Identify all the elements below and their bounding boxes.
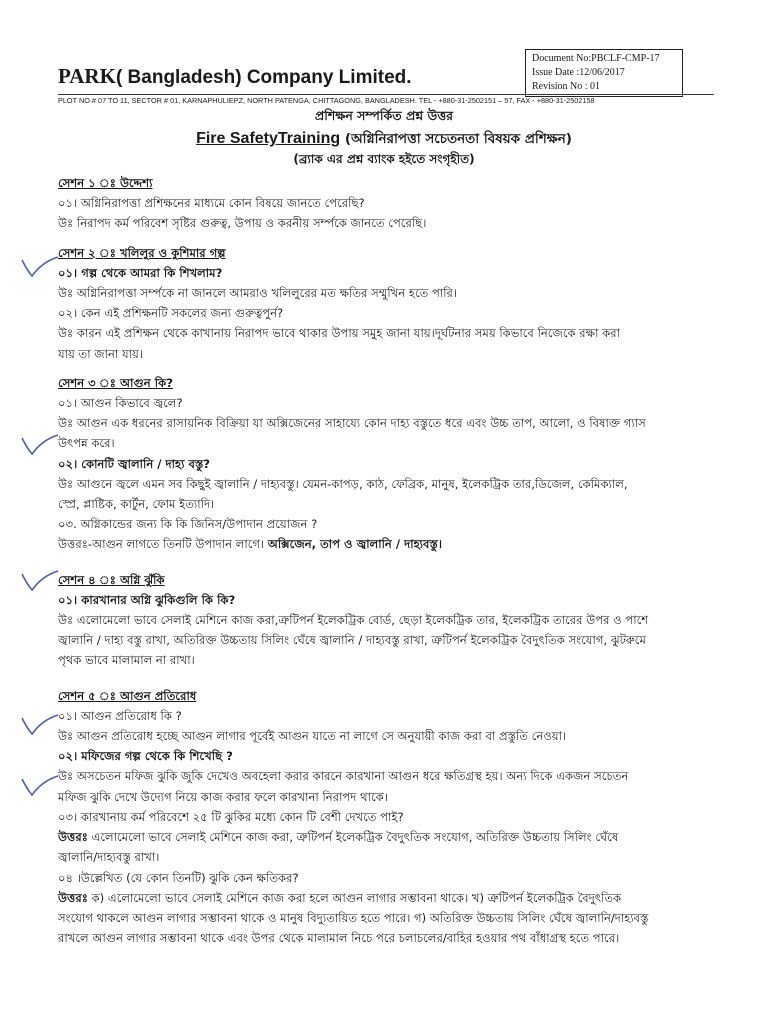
session-4-heading: সেশন ৪ ঃ অগ্নি ঝুঁকি [58,572,165,587]
session-5-question-2: ০২। মফিজের গল্প থেকে কি শিখেছি ? [58,749,233,764]
session-2-heading: সেশন ২ ঃ খলিলুর ও কুশিমার গল্প [58,245,226,260]
session-5-question-1: ০১। আগুন প্রতিরোধ কি ? [58,708,182,723]
subtitle-bangla: (অগ্নিনিরাপত্তা সচেতনতা বিষয়ক প্রশিক্ষন) [340,131,572,147]
session-3-answer-2-line-2: স্প্রে, প্লাষ্টিক, কার্টুন, ফোম ইত্যাদি। [58,497,215,512]
session-5-answer-2-line-1: উঃ অসচেতন মফিজ ঝুকি জুকি দেখেও অবহেলা করার কারনে কারখানা আগুন ধরে ক্ষতিগ্রস্থ হয়। অন্য দিকে একজন সচেতন [58,769,629,784]
subtitle-english: Fire SafetyTraining [196,130,341,147]
session-3-answer-3-prefix: উত্তরঃ-আগুন লাগতে তিনটি উপাদান লাগে। [58,537,268,552]
session-5-answer-2-line-2: মফিজ ঝুকি দেখে উদ্যেগ নিয়ে কাজ করার ফলে কারখানা নিরাপদ থাকে। [58,789,388,804]
qa-content [58,173,738,948]
session-5-answer-4-text: ক) এলোমেলো ভাবে সেলাই মেশিনে কাজ করা হলে আগুন লাগার সম্ভাবনা থাকে। খ) ত্রুটিপর্ন ইলেকট্রিক বৈদুৎতিক [87,890,622,905]
session-4-answer-1-line-3: পৃথক ভাবে মালামাল না রাখা। [58,653,195,668]
session-2-answer-1: উঃ অগ্নিনিরাপত্তা সর্ম্পকে না জানলে আমরাও খলিলুরের মত ক্ষতির সম্মুখিন হতে পারি। [58,286,458,301]
session-3-answer-1-line-2: উৎপন্ন করে। [58,436,115,451]
pen-check-mark-2 [18,432,60,458]
session-5-answer-1: উঃ আগুন প্রতিরোধ হচ্ছে আগুন লাগার পূর্বেই আগুন যাতে না লাগে সে অনুযায়ী কাজ করা বা প্রস্তুতি নেওয়া। [58,729,567,744]
company-name-rest: ( Bangladesh) Company Limited. [115,67,412,88]
session-5-answer-3-prefix: উত্তরঃ [58,830,88,845]
session-1-heading: সেশন ১ ঃ উদ্দেশ্য [58,176,153,190]
pen-check-mark-3 [18,568,60,594]
session-4-answer-1-line-1: উঃ এলোমেলো ভাবে সেলাই মেশিনে কাজ করা,ত্রুটিপর্ন ইলেকট্রিক বোর্ড, ছেড়া ইলেকট্রিক তার, ইলেকট্রিক তারের উপর ও পাশে [58,613,649,628]
session-5-heading: সেশন ৫ ঃ আগুন প্রতিরোধ [58,688,197,703]
session-4-question-1: ০১। কারখানার অগ্নি ঝুকিগুলি কি কি? [58,592,236,607]
company-address: PLOT NO # 07 TO 11, SECTOR # 01, KARNAPHULIEPZ, NORTH PATENGA, CHITTAGONG, BANGLADESH. TEL - +880-31-2502151 – 57, FAX - +880-31-2502158 [58,96,595,105]
session-5-answer-3-text: এলোমেলো ভাবে সেলাই মেশিনে কাজ করা, ত্রুটিপর্ন ইলেকট্রিক বৈদুৎতিক সংযোগ, অতিরিক্ত উচ্চতায় সিলিং ঘেঁষে [87,830,619,845]
session-2-answer-2-line-2: যায় তা জানা যায়। [58,346,144,361]
session-5-question-3: ০৩। কারখানায় কর্ম পরিবেশে ২৫ টি ঝুকির মধ্যে কোন টি বেশী দেখতে পাই? [58,809,404,824]
session-3-answer-3 [58,534,738,554]
session-3-answer-1-line-1: উঃ আগুন এক ধরনের রাসায়নিক বিক্রিয়া যা অক্সিজেনের সাহায্যে কোন দাহ্য বস্তুতে ধরে এবং উচ্চ তাপ, আলো, ও বিষাক্ত গ্যাস [58,416,646,431]
session-5-question-4: ০৪ ।উল্লেখিত (যে কোন তিনটি) ঝুকি কেন ক্ষতিকর? [58,870,299,885]
pen-check-mark-5 [18,773,60,799]
session-1-question-1: ০১। অগ্নিনিরাপত্তা প্রশিক্ষনের মাধ্যমে কোন বিষয়ে জানতে পেরেছি? [58,196,365,211]
page-subtitle [0,128,768,151]
header-divider [58,94,714,95]
session-5-answer-4-line-1 [58,888,738,908]
session-2-answer-2-line-1: উঃ কারন এই প্রশিক্ষন থেকে কাখানায় নিরাপদ ভাবে থাকার উপায় সমুহ জানা যায়।দূর্ঘটনার সময় কিভাবে নিজেকে রক্ষা করা [58,326,620,341]
document-info-box [525,49,683,97]
session-4-answer-1-line-2: জ্বালানি / দাহ্য বস্তু রাখা, অতিরিক্ত উচ্চতায় সিলিং ঘেঁষে জ্বালানি / দাহ্যবস্তু রাখা, ত্রুটিপর্ন ইলেকট্রিক বৈদুৎতিক সংযোগ, ঝুটরুমে [58,633,646,648]
page-source-note: (ব্র্যাক এর প্রশ্ন ব্যাংক হইতে সংগৃহীত) [293,152,475,166]
company-name [58,64,412,89]
session-2-question-1: ০১। গল্প থেকে আমরা কি শিখলাম? [58,265,223,280]
session-3-answer-3-bold: অক্সিজেন, তাপ ও জ্বালানি / দাহ্যবস্তু। [267,537,442,552]
company-name-park: PARK [58,64,116,88]
session-5-answer-4-line-3: রাখলে আগুন লাগার সম্ভাবনা থাকে এবং উপর থেকে মালামাল নিচে পরে চলাচলের/বাহির হওয়ার পথ বাঁধাগ্রস্থ হতে পারে। [58,931,620,946]
session-2-question-2: ০২। কেন এই প্রশিক্ষনটি সকলের জন্য গুরুত্বপুর্ন? [58,306,284,321]
page-title: প্রশিক্ষন সম্পর্কিত প্রশ্ন উত্তর [314,108,454,123]
session-5-answer-4-line-2: সংযোগ থাকলে আগুন লাগার সম্ভাবনা থাকে ও মানুষ বিদ্যুতায়িত হতে পারে। গ) অতিরিক্ত উচ্চতায় সিলিং ঘেঁষে জ্বালানি/দাহ্যবস্তু [58,910,649,925]
pen-check-mark-4 [18,712,60,738]
session-1-answer-1: উঃ নিরাপদ কর্ম পরিবেশ সৃষ্টির গুরুত্ব, উপায় ও করনীয় সর্ম্পকে জানতে পেরেছি। [58,216,427,231]
session-3-question-3: ০৩. অগ্নিকান্ডের জন্য কি কি জিনিস/উপাদান প্রয়োজন ? [58,517,318,532]
session-3-heading: সেশন ৩ ঃ আগুন কি? [58,375,173,390]
issue-date: Issue Date :12/06/2017 [532,67,625,78]
document-number: Document No:PBCLF-CMP-17 [532,53,660,64]
session-5-answer-4-prefix: উত্তরঃ [58,890,88,905]
session-3-answer-2-line-1: উঃ আগুনে জ্বলে এমন সব কিছুই জ্বালানি / দাহ্যবস্তু। যেমন-কাপড়, কাঠ, ফেব্রিক, মানুষ, ইলেকট্রিক তার,ডিজেল, কেমিক্যাল, [58,476,628,491]
pen-check-mark-1 [18,254,60,280]
session-3-question-1: ০১। আগুন কিভাবে জ্বলে? [58,396,183,411]
session-5-answer-3-line-2: জ্বালানি/দাহ্যবস্তু রাখা। [58,850,160,865]
session-5-answer-3-line-1 [58,827,738,847]
revision-number: Revision No : 01 [532,81,601,92]
session-3-question-2: ০২। কোনটি জ্বালানি / দাহ্য বস্তু? [58,456,211,471]
